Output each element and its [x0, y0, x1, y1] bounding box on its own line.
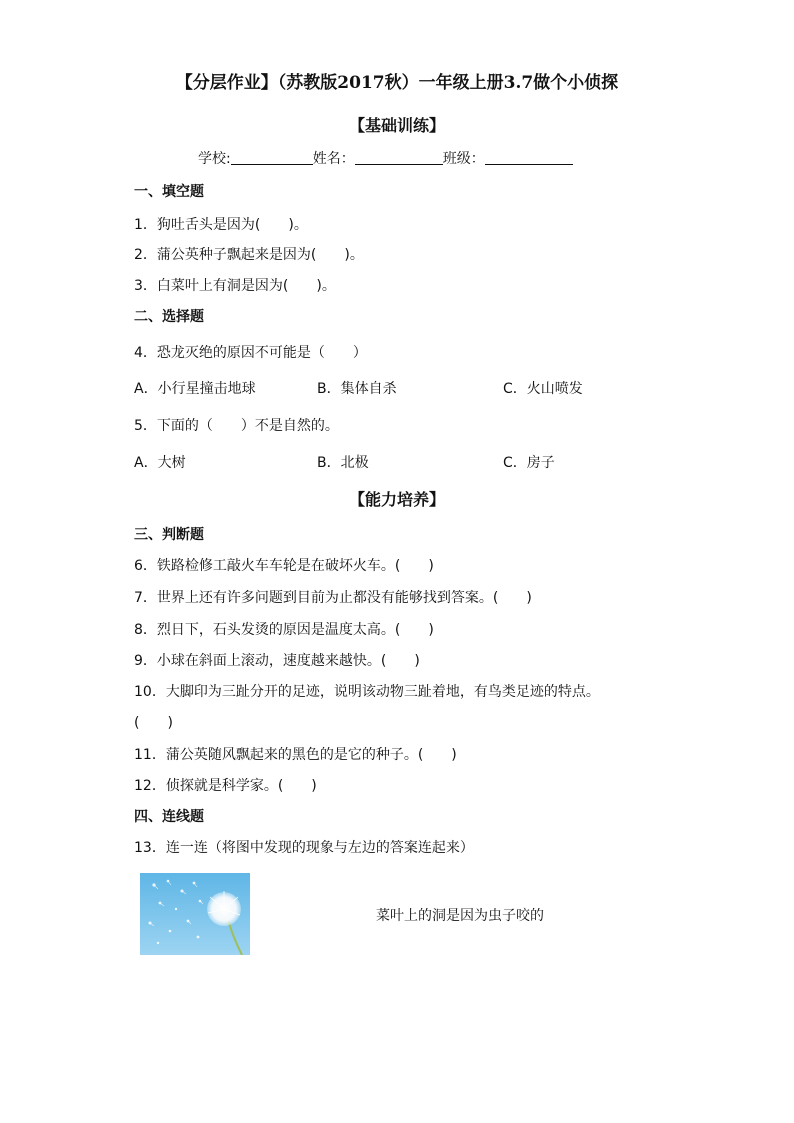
class-blank[interactable]	[485, 150, 573, 165]
question-13: 13．连一连（将图中发现的现象与左边的答案连起来）	[134, 840, 474, 856]
dandelion-picture	[140, 873, 250, 955]
question-4: 4．恐龙灭绝的原因不可能是（ ）	[134, 345, 367, 361]
question-5-option-c[interactable]: C．房子	[503, 455, 555, 471]
question-10-answer: ( )	[134, 715, 173, 731]
page-title: 【分层作业】（苏教版2017秋）一年级上册3.7做个小侦探	[175, 73, 619, 93]
question-4-option-c[interactable]: C．火山喷发	[503, 381, 583, 397]
question-9: 9．小球在斜面上滚动，速度越来越快。( )	[134, 653, 420, 669]
question-7: 7．世界上还有许多问题到目前为止都没有能够找到答案。( )	[134, 590, 532, 606]
name-label: 姓名：	[312, 151, 355, 167]
school-label: 学校:	[198, 151, 231, 167]
school-info-row	[198, 148, 573, 168]
dandelion-image[interactable]	[140, 873, 250, 955]
question-5-option-b[interactable]: B．北极	[317, 455, 369, 471]
question-4-option-a[interactable]: A．小行星撞击地球	[134, 381, 256, 397]
part-heading-choice: 二、选择题	[134, 309, 204, 325]
name-blank[interactable]	[355, 150, 443, 165]
question-5: 5．下面的（ ）不是自然的。	[134, 418, 339, 434]
school-blank[interactable]	[231, 150, 313, 165]
question-3: 3．白菜叶上有洞是因为( )。	[134, 278, 336, 294]
part-heading-judge: 三、判断题	[134, 527, 204, 543]
question-5-option-a[interactable]: A．大树	[134, 455, 186, 471]
match-answer-text[interactable]: 菜叶上的洞是因为虫子咬的	[376, 908, 544, 924]
class-label: 班级：	[442, 151, 485, 167]
question-8: 8．烈日下，石头发烫的原因是温度太高。( )	[134, 622, 434, 638]
part-heading-fill: 一、填空题	[134, 184, 204, 200]
question-10: 10．大脚印为三趾分开的足迹，说明该动物三趾着地，有鸟类足迹的特点。	[134, 684, 600, 700]
question-11: 11．蒲公英随风飘起来的黑色的是它的种子。( )	[134, 747, 457, 763]
question-2: 2．蒲公英种子飘起来是因为( )。	[134, 247, 364, 263]
question-6: 6．铁路检修工敲火车车轮是在破坏火车。( )	[134, 558, 434, 574]
part-heading-match: 四、连线题	[134, 809, 204, 825]
question-12: 12．侦探就是科学家。( )	[134, 778, 317, 794]
section-heading-basic: 【基础训练】	[348, 116, 445, 135]
question-4-option-b[interactable]: B．集体自杀	[317, 381, 397, 397]
section-heading-ability: 【能力培养】	[348, 490, 445, 509]
question-1: 1．狗吐舌头是因为( )。	[134, 217, 308, 233]
